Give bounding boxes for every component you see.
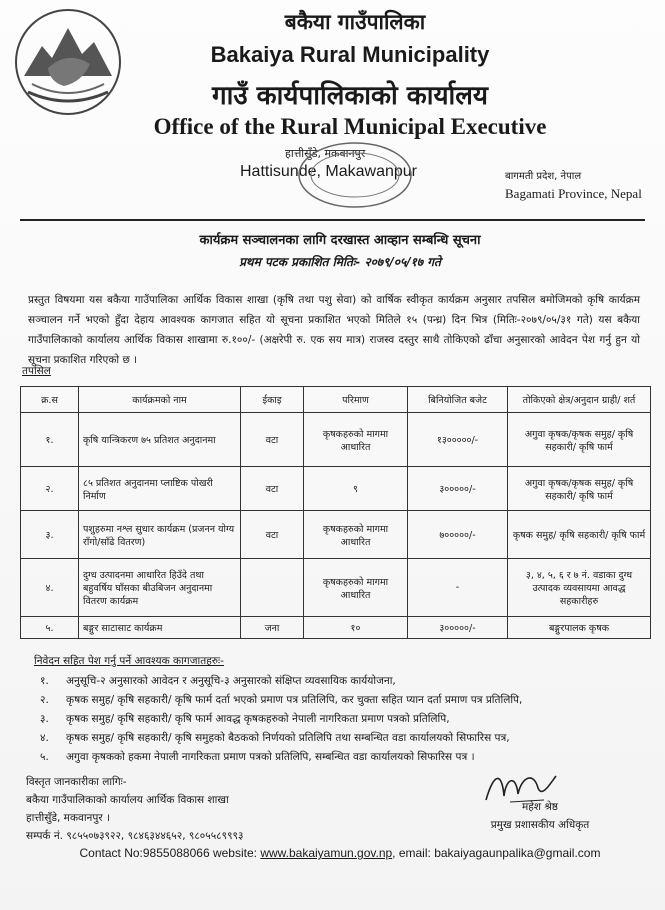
header-divider xyxy=(20,219,645,221)
cell-sn: ३. xyxy=(21,511,79,559)
table-row xyxy=(21,559,651,617)
table-row xyxy=(21,511,651,559)
details-label: तपसिल xyxy=(22,365,51,377)
footer xyxy=(30,846,650,860)
cell-program: कृषि यान्त्रिकरण ७५ प्रतिशत अनुदानमा xyxy=(79,413,241,467)
cell-quantity: कृषकहरुको मागमा आधारित xyxy=(304,413,408,467)
documents-heading: निवेदन सहित पेश गर्नु पर्ने आवश्यक कागजातहरुः- xyxy=(34,655,224,667)
cell-unit: वटा xyxy=(241,467,304,511)
office-stamp xyxy=(296,140,414,210)
cell-conditions: ३, ४, ५, ६ र ७ नं. वडाका दुग्ध उत्पादक व्यवसायमा आवद्ध सहकारीहरु xyxy=(508,559,651,617)
list-item xyxy=(40,691,645,710)
col-quantity: परिमाण xyxy=(304,387,408,413)
cell-unit: जना xyxy=(241,617,304,639)
province-en: Bagamati Province, Nepal xyxy=(505,186,642,201)
cell-budget: ३०००००/- xyxy=(408,467,508,511)
footer-email-label: , email: xyxy=(392,846,435,860)
program-table xyxy=(20,386,651,639)
list-item-text: कृषक समुह/ कृषि सहकारी/ कृषि फार्म आवद्ध कृषकहरुको नेपाली नागरिकता प्रमाण पत्रको प्रतिलिपि, xyxy=(66,713,450,725)
list-item-text: कृषक समुह/ कृषि सहकारी/ कृषि फार्म दर्ता भएको प्रमाण पत्र प्रतिलिपि, कर चुक्ता सहित प्यान दर्ता प्रमाण पत्र प्रतिलिपि, xyxy=(66,694,523,706)
publish-date: प्रथम पटक प्रकाशित मितिः- २०७९/०५/१७ गते xyxy=(239,255,441,269)
contact-office: बकैया गाउँपालिकाको कार्यालय आर्थिक विकास शाखा xyxy=(26,794,229,806)
cell-program: ८५ प्रतिशत अनुदानमा प्लाष्टिक पोखरी निर्माण xyxy=(79,467,241,511)
col-unit: ईकाइ xyxy=(241,387,304,413)
cell-conditions: बङ्गुरपालक कृषक xyxy=(508,617,651,639)
list-item xyxy=(40,729,645,748)
cell-unit: वटा xyxy=(241,511,304,559)
footer-phone: Contact No:9855088066 website: xyxy=(79,846,261,860)
list-item-text: अनुसूचि-२ अनुसारको आवेदन र अनुसूचि-३ अनुसारको संक्षिप्त व्यवसायिक कार्ययोजना, xyxy=(66,675,396,687)
contact-address: हात्तीसुँडे, मकवानपुर । xyxy=(26,812,110,824)
cell-quantity: कृषकहरुको मागमा आधारित xyxy=(304,511,408,559)
col-program: कार्यक्रमको नाम xyxy=(79,387,241,413)
cell-sn: ४. xyxy=(21,559,79,617)
table-header-row xyxy=(21,387,651,413)
cell-unit xyxy=(241,559,304,617)
cell-program: दुग्ध उत्पादनमा आधारित हिउँदे तथा बहुवर्षिय घाँसका बीउबिजन अनुदानमा वितरण कार्यक्रम xyxy=(79,559,241,617)
signatory-block xyxy=(460,798,620,834)
cell-quantity: १० xyxy=(304,617,408,639)
municipality-name-en: Bakaiya Rural Municipality xyxy=(210,42,490,67)
col-conditions: तोकिएको क्षेत्र/अनुदान ग्राही/ शर्त xyxy=(508,387,651,413)
list-item-number: ५. xyxy=(40,751,49,763)
cell-conditions: अगुवा कृषक/कृषक समुह/ कृषि सहकारी/ कृषि फार्म xyxy=(508,413,651,467)
cell-quantity: ९ xyxy=(304,467,408,511)
contact-heading: विस्तृत जानकारीका लागिः- xyxy=(26,776,127,788)
cell-budget: ७०००००/- xyxy=(408,511,508,559)
table-row xyxy=(21,617,651,639)
col-sn: क्र.स xyxy=(21,387,79,413)
cell-unit: वटा xyxy=(241,413,304,467)
table-row xyxy=(21,467,651,511)
contact-info xyxy=(26,773,243,845)
municipality-name-np: बकैया गाउँपालिका xyxy=(284,10,426,34)
list-item-number: ४. xyxy=(40,732,49,744)
documents-list xyxy=(40,672,645,767)
signatory-title: प्रमुख प्रशासकीय अधिकृत xyxy=(490,819,590,831)
notice-title: कार्यक्रम सञ्चालनका लागि दरखास्त आव्हान सम्बन्धि सूचना xyxy=(199,233,481,248)
cell-budget: - xyxy=(408,559,508,617)
cell-quantity: कृषकहरुको मागमा आधारित xyxy=(304,559,408,617)
col-budget: बिनियोजित बजेट xyxy=(408,387,508,413)
cell-sn: १. xyxy=(21,413,79,467)
list-item-text: अगुवा कृषकको हकमा नेपाली नागरिकता प्रमाण पत्रको प्रतिलिपि, सम्बन्धित वडा कार्यालयको सिफारिस पत्र । xyxy=(66,751,475,763)
list-item xyxy=(40,672,645,691)
cell-budget: ३०००००/- xyxy=(408,617,508,639)
cell-sn: ५. xyxy=(21,617,79,639)
list-item-number: २. xyxy=(40,694,49,706)
signatory-name: महेश श्रेष्ठ xyxy=(522,801,558,813)
cell-conditions: अगुवा कृषक/कृषक समुह/ कृषि सहकारी/ कृषि फार्म xyxy=(508,467,651,511)
cell-program: पशुहरुमा नश्ल सुधार कार्यक्रम (प्रजनन योग्य राँगो/साँढे वितरण) xyxy=(79,511,241,559)
nepal-emblem-logo xyxy=(12,6,124,118)
cell-sn: २. xyxy=(21,467,79,511)
office-name-np: गाउँ कार्यपालिकाको कार्यालय xyxy=(212,81,488,111)
office-name-en: Office of the Rural Municipal Executive xyxy=(153,114,547,139)
contact-phones: सम्पर्क नं. ९८५५०७३९२२, ९८४६३४४६५२, ९८०५५८९९९३ xyxy=(26,830,244,842)
table-row xyxy=(21,413,651,467)
list-item-text: कृषक समुह/ कृषि सहकारी/ कृषि समुहको बैठकको निर्णयको प्रतिलिपि तथा सम्बन्धित वडा कार्यालयको सिफारिस पत्र, xyxy=(66,732,510,744)
list-item xyxy=(40,710,645,729)
cell-conditions: कृषक समुह/ कृषि सहकारी/ कृषि फार्म xyxy=(508,511,651,559)
website-link[interactable]: www.bakaiyamun.gov.np xyxy=(260,846,393,860)
list-item xyxy=(40,748,645,767)
notice-body: प्रस्तुत विषयमा यस बकैया गाउँपालिका आर्थिक विकास शाखा (कृषि तथा पशु सेवा) को वार्षिक स्वीकृत कार्यक्रम अनुसार तपसिल बमोजिमको कृषि कार्यक्रम सञ्चालन गर्ने भएको हुँदा देहाय आवश्यक कागजात सहित यो सूचना प्रकाशित भएको मितिले १५ (पन्ध्र) दिन भित्र (मितिः-२०७९/०५/३१ गते) यस बकैया गाउँपालिकाको कार्यालय आर्थिक विकास शाखामा रु.१००/- (अक्षरेपी रु. एक सय मात्र) राजस्व दस्तुर साथै तोकिएको ढाँचा अनुसारको आवेदन पेश गर्नु हुन यो सूचना प्रकाशित गरिएको छ । xyxy=(28,294,640,366)
list-item-number: १. xyxy=(40,675,49,687)
email-link[interactable]: bakaiyagaunpalika@gmail.com xyxy=(434,846,601,860)
address-en: Hattisunde, Makawanpur xyxy=(240,163,417,180)
province-np: बागमती प्रदेश, नेपाल xyxy=(505,171,582,182)
address-np: हात्तीसुँडे, मकवानपुर xyxy=(285,147,366,160)
cell-budget: १३०००००/- xyxy=(408,413,508,467)
list-item-number: ३. xyxy=(40,713,49,725)
cell-program: बङ्गुर साटासाट कार्यक्रम xyxy=(79,617,241,639)
